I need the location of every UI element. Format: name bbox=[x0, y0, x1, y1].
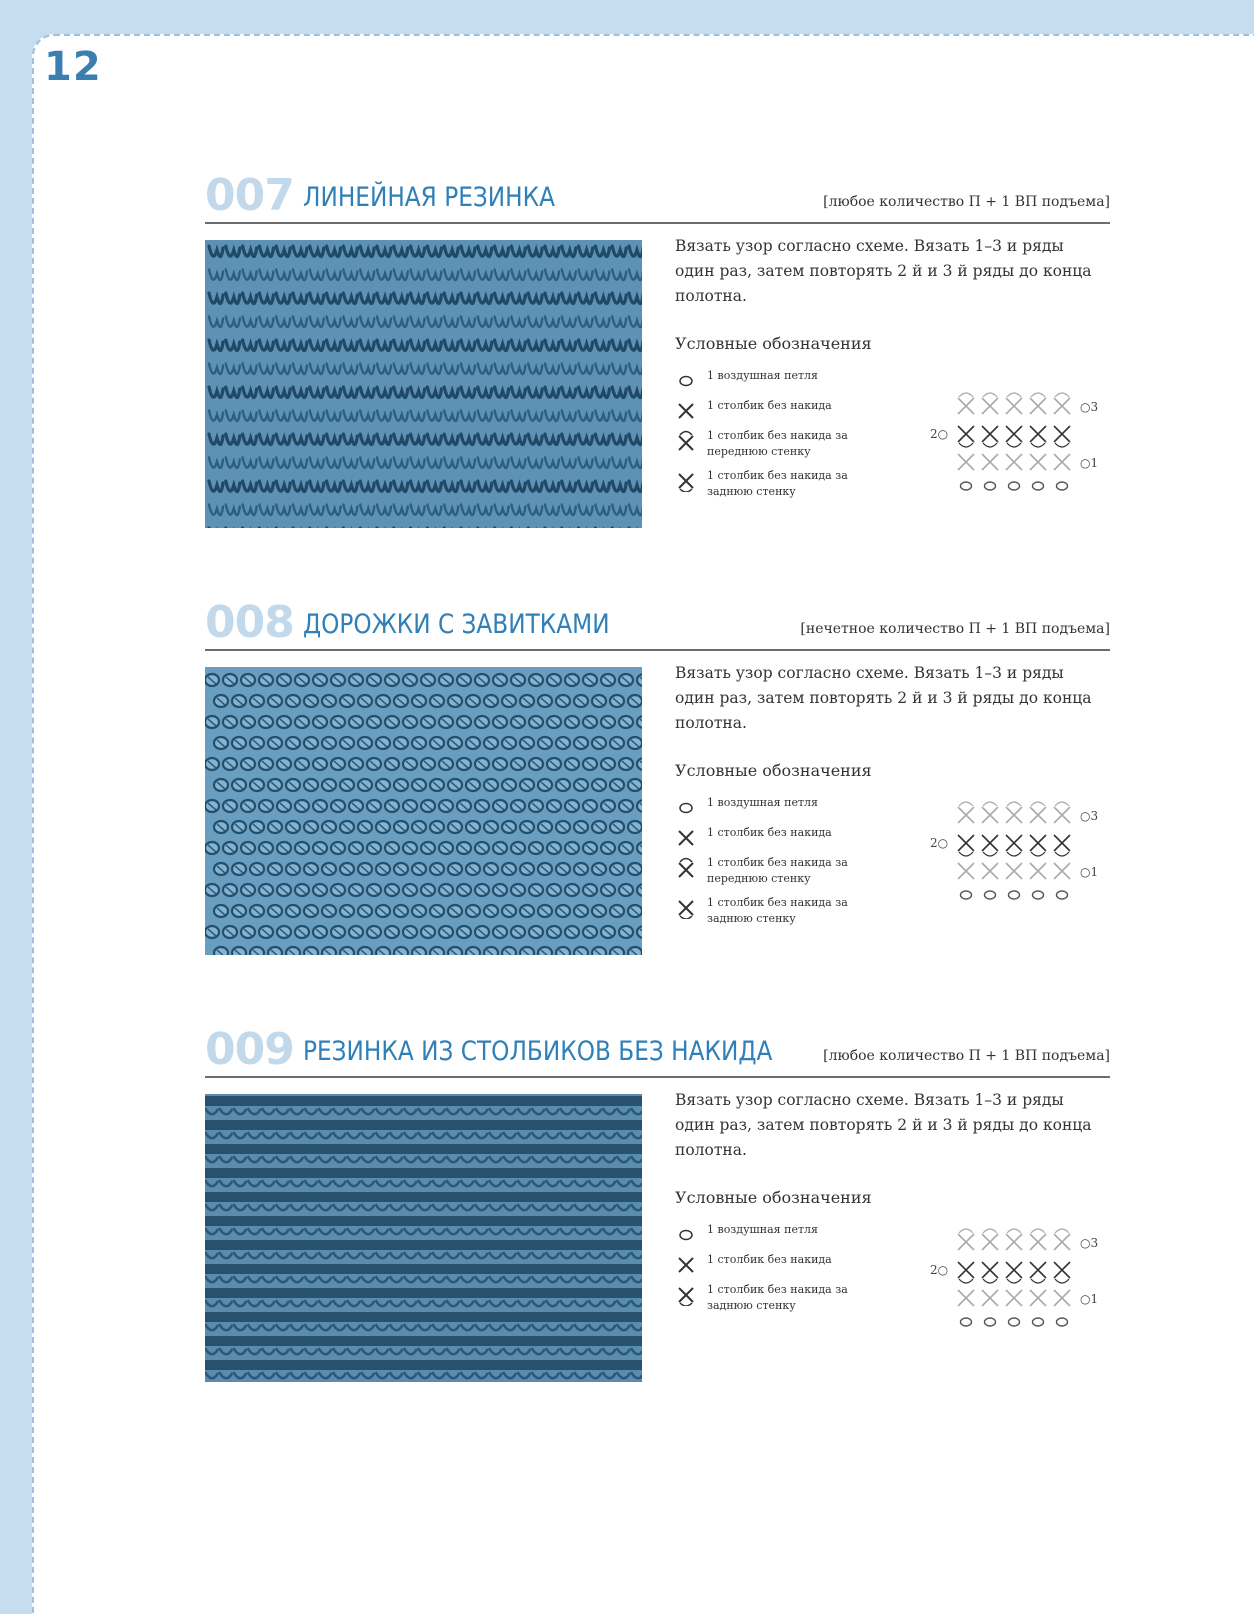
page-number: 12 bbox=[44, 44, 102, 90]
chart-row-number: 2○ bbox=[930, 427, 949, 441]
legend-item: 1 столбик без накида bbox=[675, 825, 905, 847]
chart-single-crochet-symbol bbox=[1006, 802, 1022, 823]
chart-row-number: 2○ bbox=[930, 1263, 949, 1277]
chart-single-crochet-symbol bbox=[958, 393, 974, 414]
pattern-title: ДОРОЖКИ С ЗАВИТКАМИ bbox=[303, 609, 610, 640]
chart-single-crochet-symbol bbox=[958, 835, 974, 856]
chart-single-crochet-symbol bbox=[982, 802, 998, 823]
pattern-description: Вязать узор согласно схеме. Вязать 1–3 и ряды один раз, затем повторять 2 й и 3 й ряды до конца полотна. bbox=[675, 1091, 1092, 1159]
chart-single-crochet-symbol bbox=[1006, 426, 1022, 447]
chart-single-crochet-symbol bbox=[958, 1262, 974, 1283]
legend-item: 1 столбик без накида за переднюю стенку bbox=[675, 855, 905, 887]
single-crochet-front-loop-icon bbox=[675, 857, 697, 879]
chart-single-crochet-symbol bbox=[958, 1290, 974, 1306]
chart-chain-symbol bbox=[961, 891, 972, 899]
chart-single-crochet-symbol bbox=[1054, 1290, 1070, 1306]
legend-title: Условные обозначения bbox=[675, 334, 872, 353]
stitch-chart bbox=[930, 388, 1110, 498]
pattern-description: Вязать узор согласно схеме. Вязать 1–3 и ряды один раз, затем повторять 2 й и 3 й ряды до конца полотна. bbox=[675, 237, 1092, 305]
legend-item: 1 столбик без накида за заднюю стенку bbox=[675, 1282, 905, 1314]
legend-title: Условные обозначения bbox=[675, 761, 872, 780]
chart-single-crochet-symbol bbox=[1006, 863, 1022, 879]
swatch-texture bbox=[205, 667, 642, 955]
swatch-photo bbox=[205, 1094, 642, 1382]
chart-single-crochet-symbol bbox=[958, 863, 974, 879]
chart-single-crochet-symbol bbox=[1054, 1229, 1070, 1250]
chart-single-crochet-symbol bbox=[982, 1229, 998, 1250]
chain-stitch-icon bbox=[675, 1224, 697, 1246]
symbol-legend bbox=[675, 1222, 905, 1322]
chart-single-crochet-symbol bbox=[1006, 835, 1022, 856]
symbol-legend bbox=[675, 795, 905, 935]
header-rule bbox=[205, 222, 1110, 224]
chart-chain-symbol bbox=[1009, 1318, 1020, 1326]
legend-item: 1 столбик без накида bbox=[675, 1252, 905, 1274]
chart-single-crochet-symbol bbox=[982, 426, 998, 447]
stitch-count-note: [нечетное количество П + 1 ВП подъема] bbox=[800, 621, 1110, 637]
chart-single-crochet-symbol bbox=[982, 1262, 998, 1283]
chart-single-crochet-symbol bbox=[1030, 426, 1046, 447]
legend-item: 1 воздушная петля bbox=[675, 1222, 905, 1244]
chain-stitch-icon bbox=[675, 370, 697, 392]
chart-single-crochet-symbol bbox=[958, 454, 974, 470]
chain-stitch-icon bbox=[675, 797, 697, 819]
chart-chain-symbol bbox=[1033, 482, 1044, 490]
pattern-title: РЕЗИНКА ИЗ СТОЛБИКОВ БЕЗ НАКИДА bbox=[303, 1036, 773, 1067]
chart-row-number: ○1 bbox=[1080, 456, 1099, 470]
chart-single-crochet-symbol bbox=[1006, 454, 1022, 470]
chart-chain-symbol bbox=[961, 482, 972, 490]
chart-chain-symbol bbox=[1009, 482, 1020, 490]
legend-item: 1 столбик без накида за переднюю стенку bbox=[675, 428, 905, 460]
stitch-count-note: [любое количество П + 1 ВП подъема] bbox=[823, 194, 1110, 210]
chart-single-crochet-symbol bbox=[958, 802, 974, 823]
legend-title: Условные обозначения bbox=[675, 1188, 872, 1207]
chart-single-crochet-symbol bbox=[1054, 1262, 1070, 1283]
stitch-chart-drawing bbox=[930, 1224, 1110, 1334]
chart-single-crochet-symbol bbox=[1030, 393, 1046, 414]
chart-single-crochet-symbol bbox=[958, 426, 974, 447]
chart-single-crochet-symbol bbox=[1030, 1262, 1046, 1283]
chart-chain-symbol bbox=[1033, 891, 1044, 899]
single-crochet-back-loop-icon bbox=[675, 897, 697, 919]
section-header bbox=[205, 1024, 1110, 1080]
chart-chain-symbol bbox=[961, 1318, 972, 1326]
legend-item: 1 столбик без накида за заднюю стенку bbox=[675, 895, 905, 927]
chart-row-number: ○3 bbox=[1080, 809, 1099, 823]
pattern-section-009 bbox=[205, 1024, 1110, 1312]
chart-single-crochet-symbol bbox=[982, 1290, 998, 1306]
chart-single-crochet-symbol bbox=[982, 835, 998, 856]
chart-single-crochet-symbol bbox=[1006, 1229, 1022, 1250]
chart-single-crochet-symbol bbox=[1006, 1290, 1022, 1306]
chart-row-number: ○3 bbox=[1080, 400, 1099, 414]
chart-single-crochet-symbol bbox=[1006, 1262, 1022, 1283]
chart-single-crochet-symbol bbox=[982, 863, 998, 879]
chart-row-number: 2○ bbox=[930, 836, 949, 850]
chart-chain-symbol bbox=[1057, 1318, 1068, 1326]
pattern-description: Вязать узор согласно схеме. Вязать 1–3 и ряды один раз, затем повторять 2 й и 3 й ряды до конца полотна. bbox=[675, 664, 1092, 732]
chart-chain-symbol bbox=[1033, 1318, 1044, 1326]
chart-single-crochet-symbol bbox=[1030, 1290, 1046, 1306]
single-crochet-icon bbox=[675, 827, 697, 849]
single-crochet-icon bbox=[675, 400, 697, 422]
section-header bbox=[205, 597, 1110, 653]
chart-row-number: ○1 bbox=[1080, 865, 1099, 879]
chart-chain-symbol bbox=[1057, 482, 1068, 490]
stitch-chart bbox=[930, 1224, 1110, 1334]
chart-single-crochet-symbol bbox=[1030, 835, 1046, 856]
chart-single-crochet-symbol bbox=[1054, 863, 1070, 879]
chart-single-crochet-symbol bbox=[1030, 1229, 1046, 1250]
legend-item: 1 воздушная петля bbox=[675, 795, 905, 817]
chart-single-crochet-symbol bbox=[1030, 802, 1046, 823]
chart-single-crochet-symbol bbox=[958, 1229, 974, 1250]
chart-single-crochet-symbol bbox=[1054, 426, 1070, 447]
header-rule bbox=[205, 1076, 1110, 1078]
pattern-number: 007 bbox=[205, 170, 294, 221]
stitch-chart-drawing bbox=[930, 388, 1110, 498]
swatch-texture bbox=[205, 1094, 642, 1382]
chart-single-crochet-symbol bbox=[1030, 863, 1046, 879]
section-header bbox=[205, 170, 1110, 226]
pattern-number: 008 bbox=[205, 597, 294, 648]
pattern-section-008 bbox=[205, 597, 1110, 925]
pattern-title: ЛИНЕЙНАЯ РЕЗИНКА bbox=[303, 182, 555, 213]
chart-chain-symbol bbox=[1009, 891, 1020, 899]
swatch-texture bbox=[205, 240, 642, 528]
chart-row-number: ○3 bbox=[1080, 1236, 1099, 1250]
legend-item: 1 воздушная петля bbox=[675, 368, 905, 390]
single-crochet-back-loop-icon bbox=[675, 1284, 697, 1306]
pattern-section-007 bbox=[205, 170, 1110, 498]
chart-single-crochet-symbol bbox=[1054, 393, 1070, 414]
pattern-number: 009 bbox=[205, 1024, 294, 1075]
chart-single-crochet-symbol bbox=[982, 454, 998, 470]
swatch-photo bbox=[205, 667, 642, 955]
stitch-chart-drawing bbox=[930, 797, 1110, 907]
chart-chain-symbol bbox=[985, 891, 996, 899]
chart-single-crochet-symbol bbox=[1006, 393, 1022, 414]
chart-chain-symbol bbox=[1057, 891, 1068, 899]
chart-single-crochet-symbol bbox=[1030, 454, 1046, 470]
single-crochet-back-loop-icon bbox=[675, 470, 697, 492]
single-crochet-icon bbox=[675, 1254, 697, 1276]
stitch-count-note: [любое количество П + 1 ВП подъема] bbox=[823, 1048, 1110, 1064]
chart-row-number: ○1 bbox=[1080, 1292, 1099, 1306]
single-crochet-front-loop-icon bbox=[675, 430, 697, 452]
chart-single-crochet-symbol bbox=[1054, 454, 1070, 470]
chart-single-crochet-symbol bbox=[1054, 835, 1070, 856]
swatch-photo bbox=[205, 240, 642, 528]
chart-single-crochet-symbol bbox=[1054, 802, 1070, 823]
stitch-chart bbox=[930, 797, 1110, 907]
chart-chain-symbol bbox=[985, 482, 996, 490]
chart-chain-symbol bbox=[985, 1318, 996, 1326]
header-rule bbox=[205, 649, 1110, 651]
legend-item: 1 столбик без накида за заднюю стенку bbox=[675, 468, 905, 500]
symbol-legend bbox=[675, 368, 905, 508]
legend-item: 1 столбик без накида bbox=[675, 398, 905, 420]
chart-single-crochet-symbol bbox=[982, 393, 998, 414]
